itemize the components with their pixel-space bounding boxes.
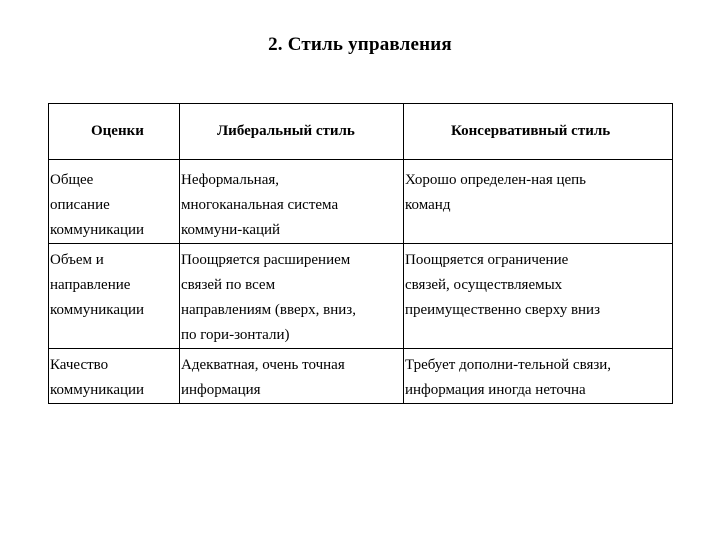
cell-criterion: Качество коммуникации xyxy=(49,349,180,404)
table-row xyxy=(49,160,673,244)
table-row xyxy=(49,244,673,349)
table-row xyxy=(49,349,673,404)
cell-liberal: Адекватная, очень точная информация xyxy=(180,349,404,404)
cell-conservative: Поощряется ограничение связей, осуществляемых преимущественно сверху вниз xyxy=(404,244,673,349)
cell-conservative: Требует дополни-тельной связи, информация иногда неточна xyxy=(404,349,673,404)
page-title: 2. Стиль управления xyxy=(268,34,452,55)
comparison-table xyxy=(48,103,673,404)
header-conservative: Консервативный стиль xyxy=(404,104,673,160)
cell-liberal: Неформальная, многоканальная система коммуни-каций xyxy=(180,160,404,244)
header-liberal: Либеральный стиль xyxy=(180,104,404,160)
cell-liberal: Поощряется расширением связей по всем направлениям (вверх, вниз, по гори-зонтали) xyxy=(180,244,404,349)
table-header-row xyxy=(49,104,673,160)
cell-criterion: Общее описание коммуникации xyxy=(49,160,180,244)
cell-conservative: Хорошо определен-ная цепь команд xyxy=(404,160,673,244)
cell-criterion: Объем и направление коммуникации xyxy=(49,244,180,349)
header-criteria: Оценки xyxy=(49,104,180,160)
